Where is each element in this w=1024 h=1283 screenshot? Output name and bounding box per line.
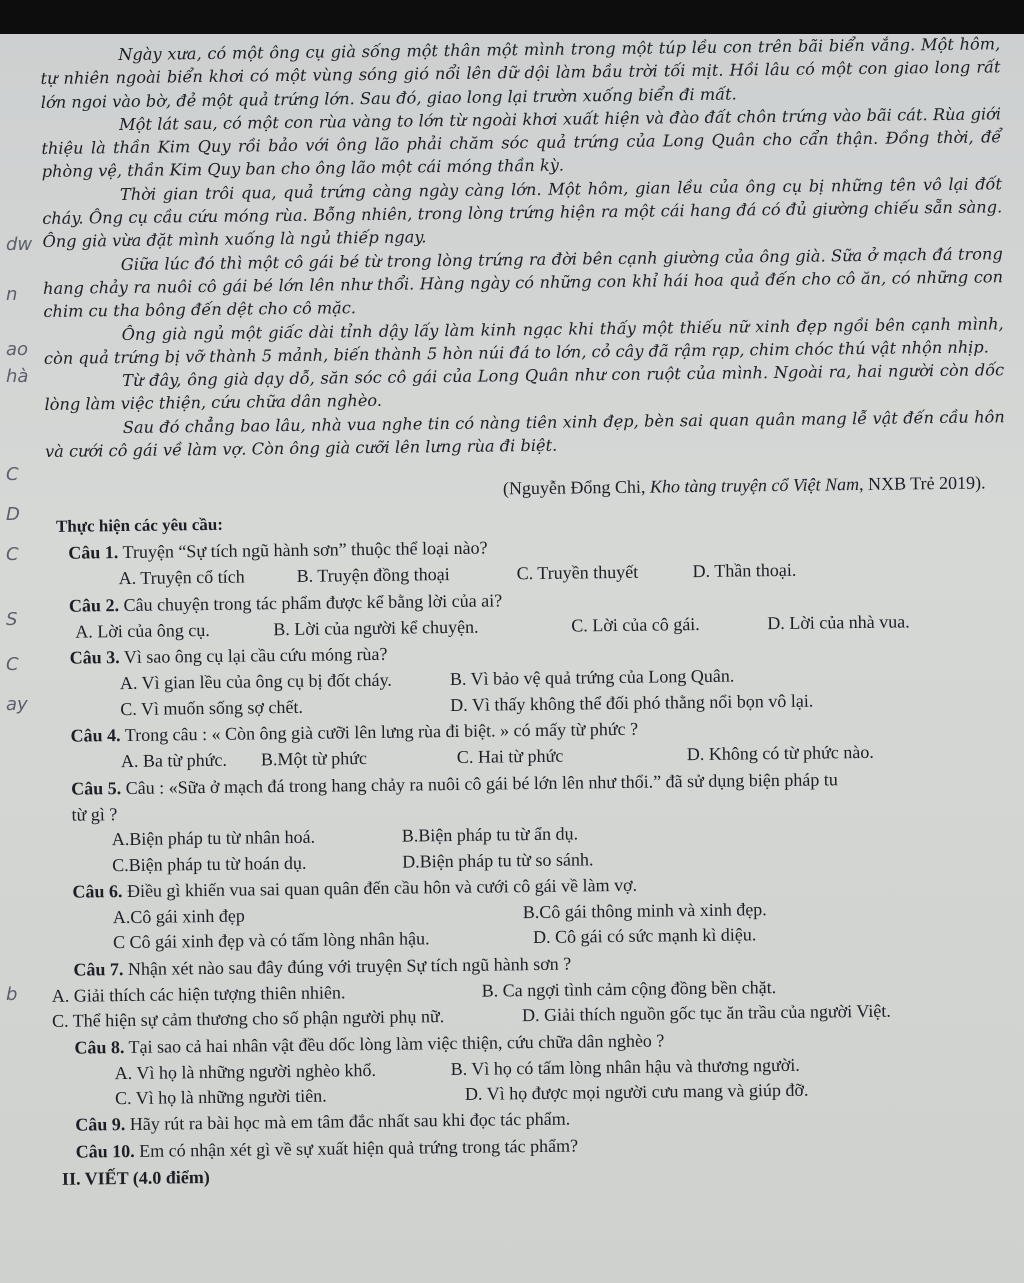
question-text: Điều gì khiến vua sai quan quân đến cầu hôn và cưới cô gái về làm vợ. <box>122 874 638 901</box>
story-paragraph-2: Một lát sau, có một con rùa vàng to lớn từ ngoài khơi xuất hiện và đào đất chôn trứng vào bãi cát. Rùa giới thiệu là thần Kim Quy rồi bảo với ông lão phải chăm sóc quả trứng của Long Quân cho cẩn thận. Đồng thời, để phòng vệ, thần Kim Quy ban cho ông lão một cái móng thần kỳ. <box>41 104 1002 182</box>
question-number: Câu 2. <box>68 594 120 616</box>
option-a: A. Ba từ phức. <box>120 750 228 772</box>
story-paragraph-4: Giữa lúc đó thì một cô gái bé từ trong lòng trứng ra đời bên cạnh giường của ông già. Sữa ở mạch đá trong hang chảy ra nuôi cô gái bé lớn lên như thổi. Hàng ngày có những con khỉ hái hoa quả đến cho cô ăn, có những con chim cu tha bông đến dệt cho cô mặc. <box>42 243 1004 322</box>
part-2-title: II. VIẾT (4.0 điểm) <box>61 1167 210 1189</box>
question-text: Vì sao ông cụ lại cầu cứu móng rùa? <box>119 643 388 668</box>
option-d: D. Không có từ phức nào. <box>686 742 874 765</box>
option-b: B. Ca ngợi tình cảm cộng đồng bền chặt. <box>481 977 777 1001</box>
option-c: C. Truyền thuyết <box>516 561 639 584</box>
option-c: C. Vì họ là những người tiên. <box>114 1085 327 1109</box>
option-a: A. Lời của ông cụ. <box>75 619 210 642</box>
option-b: B.Một từ phức <box>260 748 368 770</box>
option-d: D. Lời của nhà vua. <box>767 611 910 633</box>
source-title: Kho tàng truyện cổ Việt Nam <box>649 474 860 497</box>
question-text: Hãy rút ra bài học mà em tâm đắc nhất sau khi đọc tác phẩm. <box>125 1109 571 1135</box>
option-b: B.Cô gái thông minh và xinh đẹp. <box>522 899 767 923</box>
option-c: C. Vì muốn sống sợ chết. <box>120 696 304 719</box>
question-text: Nhận xét nào sau đây đúng với truyện Sự tích ngũ hành sơn ? <box>123 953 572 979</box>
document-text <box>40 34 1014 1191</box>
question-text: Câu chuyện trong tác phẩm được kể bằng lời của ai? <box>118 589 503 615</box>
story-paragraph-5: Ông già ngủ một giấc dài tỉnh dậy lấy làm kinh ngạc khi thấy một thiếu nữ xinh đẹp ngồi bên cạnh mình, còn quả trứng bị vỡ thành 5 mảnh, biến thành 5 hòn núi đá to lớn, cỏ cây đã rậm rạp, chim chóc thú vật nhộn nhịp. <box>43 313 1004 368</box>
question-text: Truyện “Sự tích ngũ hành sơn” thuộc thể loại nào? <box>118 537 488 563</box>
option-d: D.Biện pháp tu từ so sánh. <box>402 848 594 872</box>
option-d: D. Vì họ được mọi người cưu mang và giúp đỡ. <box>464 1079 809 1105</box>
story-paragraph-7: Sau đó chẳng bao lâu, nhà vua nghe tin có nàng tiên xinh đẹp, bèn sai quan quân mang lễ vật đến cầu hôn và cưới cô gái về làm vợ. Còn ông già cưỡi lên lưng rùa đi biệt. <box>44 406 1005 462</box>
source-prefix: (Nguyễn Đổng Chi, <box>502 476 651 499</box>
question-number: Câu 5. <box>71 777 122 799</box>
option-b: B. Vì bảo vệ quả trứng của Long Quân. <box>449 665 735 690</box>
option-b: B. Lời của người kể chuyện. <box>273 616 479 640</box>
top-dark-border <box>0 0 1024 34</box>
option-b: B. Truyện đồng thoại <box>296 564 450 587</box>
question-number: Câu 4. <box>70 725 121 746</box>
question-number: Câu 10. <box>75 1140 135 1162</box>
margin-handwriting: dw n ao hà C D C S C ay b <box>6 234 33 1005</box>
tasks-title: Thực hiện các yêu cầu: <box>55 514 224 536</box>
option-d: D. Thần thoại. <box>692 560 797 582</box>
story-passage <box>40 34 1005 463</box>
option-a: A. Truyện cổ tích <box>118 566 245 589</box>
question-number: Câu 3. <box>69 647 120 668</box>
option-a: A.Cô gái xinh đẹp <box>112 905 245 928</box>
option-c: C.Biện pháp tu từ hoán dụ. <box>112 852 307 875</box>
question-number: Câu 8. <box>74 1036 125 1058</box>
question-5-continuation: từ gì ? <box>71 804 118 825</box>
option-c: C. Hai từ phức <box>456 745 564 768</box>
story-paragraph-1: Ngày xưa, có một ông cụ già sống một thân một mình trong một túp lều con trên bãi biển vắng. Một hôm, tự nhiên ngoài biển khơi có một vùng sóng gió nổi lên dữ dội làm bầu trời tối mịt. Hồi lâu có một con giao long rất lớn ngoi vào bờ, đẻ một quả trứng lớn. Sau đó, giao long lại trườn xuống biển đi mất. <box>40 34 1001 112</box>
option-a: A. Vì gian lều của ông cụ bị đốt cháy. <box>119 670 392 694</box>
option-a: A.Biện pháp tu từ nhân hoá. <box>111 826 316 850</box>
option-c: C Cô gái xinh đẹp và có tấm lòng nhân hậu. <box>112 928 430 953</box>
option-d: D. Vì thấy không thể đối phó thằng nổi bọn vô lại. <box>450 690 814 715</box>
option-c: C. Thể hiện sự cảm thương cho số phận người phụ nữ. <box>51 1006 445 1032</box>
option-d: D. Giải thích nguồn gốc tục ăn trầu của người Việt. <box>521 1000 891 1026</box>
option-d: D. Cô gái có sức mạnh kì diệu. <box>532 924 757 948</box>
question-text: Trong câu : « Còn ông già cưỡi lên lưng rùa đi biệt. » có mấy từ phức ? <box>120 718 639 746</box>
question-text: Em có nhận xét gì về sự xuất hiện quả trứng trong tác phẩm? <box>134 1135 579 1161</box>
option-b: B. Vì họ có tấm lòng nhân hậu và thương người. <box>450 1054 800 1079</box>
option-b: B.Biện pháp tu từ ẩn dụ. <box>401 823 579 846</box>
question-number: Câu 1. <box>68 542 119 563</box>
source-citation <box>45 472 1005 507</box>
question-number: Câu 9. <box>75 1114 126 1136</box>
story-paragraph-6: Từ đây, ông già dạy dỗ, săn sóc cô gái của Long Quân như con ruột của mình. Ngoài ra, hai người còn dốc lòng làm việc thiện, cứu chữa dân nghèo. <box>44 360 1005 415</box>
option-a: A. Giải thích các hiện tượng thiên nhiên. <box>51 982 346 1006</box>
question-text: Câu : «Sữa ở mạch đá trong hang chảy ra nuôi cô gái bé lớn lên như thổi.” đã sử dụng biện pháp tu <box>121 768 838 798</box>
option-c: C. Lời của cô gái. <box>571 613 700 636</box>
question-number: Câu 6. <box>72 880 123 902</box>
question-text: Tại sao cả hai nhân vật đều dốc lòng làm việc thiện, cứu chữa dân nghèo ? <box>124 1030 665 1057</box>
exam-sheet <box>0 34 1024 1283</box>
option-a: A. Vì họ là những người nghèo khổ. <box>114 1059 376 1084</box>
story-paragraph-3: Thời gian trôi qua, quả trứng càng ngày càng lớn. Một hôm, gian lều của ông cụ bị những tên vô lại đốt cháy. Ông cụ cầu cứu móng rùa. Bỗng nhiên, trong lòng trứng hiện ra một cái hang đá có đủ giường chiếu sẵn sàng. Ông già vừa đặt mình xuống là ngủ thiếp ngay. <box>42 174 1003 252</box>
source-suffix: , NXB Trẻ 2019). <box>858 472 986 495</box>
question-number: Câu 7. <box>73 958 124 980</box>
